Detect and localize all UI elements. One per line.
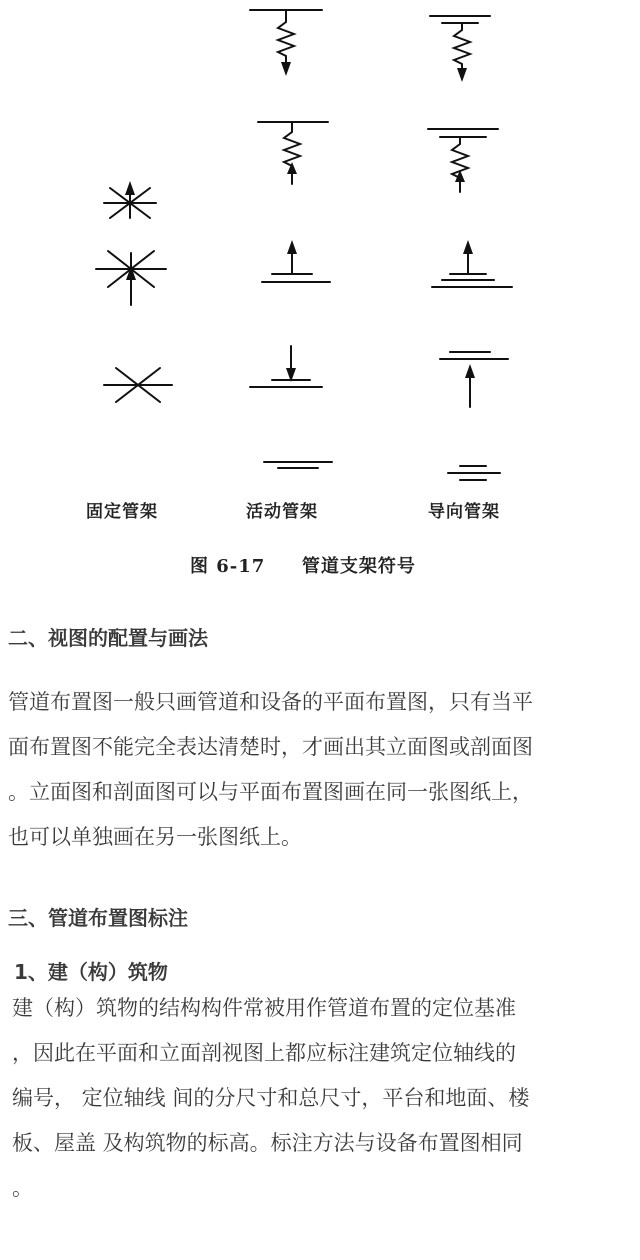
- paragraph-line: 编号， 定位轴线 间的分尺寸和总尺寸，平台和地面、楼: [12, 1086, 530, 1110]
- figure-caption-title: 管道支架符号: [301, 556, 416, 577]
- section-3-paragraph: [12, 986, 640, 1211]
- paragraph-line: 管道布置图一般只画管道和设备的平面布置图，只有当平: [8, 690, 533, 714]
- movable-rest-support-up-symbol: [262, 240, 330, 282]
- label-fixed-support: 固定管架: [86, 502, 158, 522]
- guided-rest-support-up-symbol: [432, 240, 512, 287]
- section-3-subheading: 1、建（构）筑物: [14, 960, 168, 984]
- fixed-support-symbol-1: [104, 181, 156, 218]
- movable-spring-hanger-down-symbol: [250, 10, 322, 76]
- fixed-support-symbol-2: [96, 251, 166, 305]
- figure-caption: [190, 552, 416, 578]
- section-2-paragraph: [8, 680, 636, 860]
- paragraph-line: 板、屋盖 及构筑物的标高。标注方法与设备布置图相同: [12, 1131, 523, 1155]
- label-movable-support: 活动管架: [246, 502, 318, 522]
- guided-spring-support-up-symbol: [428, 129, 498, 192]
- pipe-support-symbols-figure: [0, 0, 640, 600]
- movable-rest-support-down-symbol: [250, 346, 322, 387]
- paragraph-line: ，因此在平面和立面剖视图上都应标注建筑定位轴线的: [12, 1041, 516, 1065]
- section-2-heading: 二、视图的配置与画法: [8, 626, 208, 650]
- section-3-heading: 三、管道布置图标注: [8, 906, 188, 930]
- paragraph-line: 建（构）筑物的结构构件常被用作管道布置的定位基准: [12, 996, 516, 1020]
- paragraph-line: 面布置图不能完全表达清楚时，才画出其立面图或剖面图: [8, 735, 533, 759]
- movable-spring-support-up-symbol: [258, 122, 328, 184]
- figure-caption-number: 图 6-17: [190, 556, 266, 577]
- fixed-support-symbol-3: [104, 368, 172, 402]
- guided-spring-hanger-down-symbol: [430, 16, 490, 82]
- paragraph-line: 。: [12, 1176, 33, 1200]
- label-guided-support: 导向管架: [428, 502, 500, 522]
- guided-support-arrow-up-symbol: [440, 352, 508, 407]
- paragraph-line: 。立面图和剖面图可以与平面布置图画在同一张图纸上，: [8, 780, 533, 804]
- guided-plain-line-symbol: [448, 466, 500, 480]
- movable-plain-line-symbol: [264, 462, 332, 468]
- paragraph-line: 也可以单独画在另一张图纸上。: [8, 825, 302, 849]
